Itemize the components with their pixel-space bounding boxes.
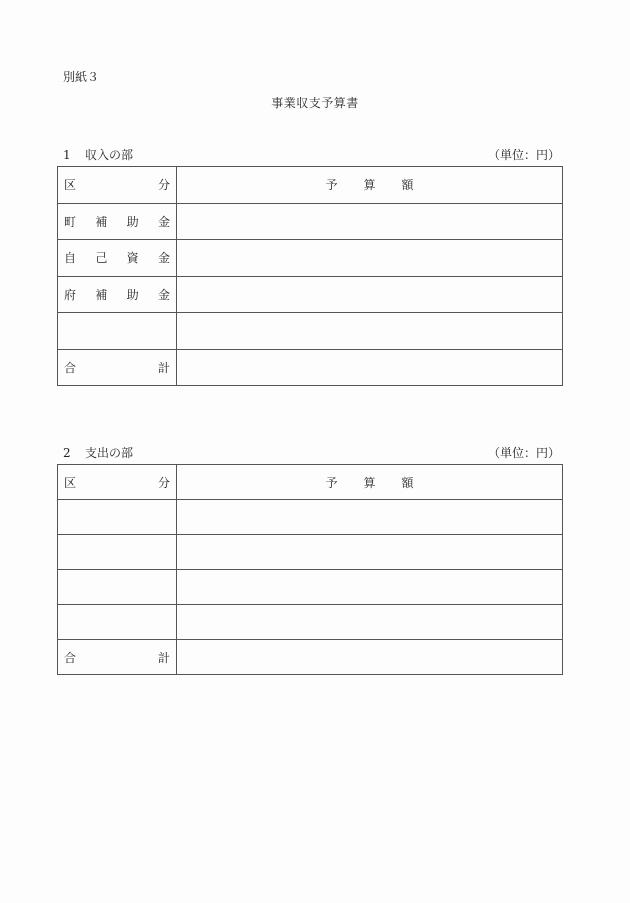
amount-cell[interactable]: [177, 535, 563, 570]
amount-cell[interactable]: [177, 570, 563, 605]
cell-char: 合: [64, 650, 77, 665]
category-cell: [58, 276, 177, 313]
cell-char: 区: [64, 178, 77, 193]
income-unit-label: （単位：円）: [487, 148, 560, 162]
cell-char: 額: [401, 178, 414, 193]
category-cell: [58, 240, 177, 277]
document-title: 事業収支予算書: [271, 96, 359, 110]
income-section-heading: [63, 146, 133, 163]
cell-char: 計: [157, 360, 170, 375]
income-total-row: [58, 349, 563, 386]
income-header-row: [58, 167, 563, 204]
amount-cell[interactable]: [177, 240, 563, 277]
cell-char: 補: [95, 214, 108, 229]
attachment-label: 別紙３: [63, 70, 100, 84]
cell-char: 府: [64, 287, 77, 302]
category-cell[interactable]: [58, 500, 177, 535]
income-section-number: 1: [63, 148, 71, 162]
cell-char: 金: [157, 214, 170, 229]
amount-cell[interactable]: [177, 276, 563, 313]
cell-char: 金: [157, 251, 170, 266]
cell-char: 己: [95, 251, 108, 266]
cell-char: 算: [363, 475, 376, 490]
table-row: [58, 570, 563, 605]
table-row: [58, 276, 563, 313]
cell-char: 自: [64, 251, 77, 266]
total-label-cell: [58, 640, 177, 675]
amount-cell[interactable]: [177, 203, 563, 240]
cell-char: 予: [325, 475, 338, 490]
cell-char: 区: [64, 475, 77, 490]
cell-char: 助: [126, 287, 139, 302]
expense-section-heading: [63, 444, 133, 461]
expense-table: [57, 464, 563, 675]
cell-char: 町: [64, 214, 77, 229]
expense-header-row: [58, 465, 563, 500]
expense-section-number: 2: [63, 446, 71, 460]
category-cell: [58, 203, 177, 240]
category-header-cell: [58, 465, 177, 500]
category-cell[interactable]: [58, 605, 177, 640]
amount-header-cell: [177, 465, 563, 500]
category-cell[interactable]: [58, 535, 177, 570]
cell-char: 分: [157, 178, 170, 193]
expense-section-title: 支出の部: [85, 446, 134, 460]
cell-char: 資: [126, 251, 139, 266]
table-row: [58, 535, 563, 570]
total-amount-cell[interactable]: [177, 640, 563, 675]
income-table: [57, 166, 563, 386]
income-section-title: 収入の部: [85, 148, 134, 162]
table-row: [58, 240, 563, 277]
cell-char: 金: [157, 287, 170, 302]
amount-cell[interactable]: [177, 313, 563, 350]
table-row: [58, 313, 563, 350]
category-cell[interactable]: [58, 570, 177, 605]
amount-header-cell: [177, 167, 563, 204]
expense-total-row: [58, 640, 563, 675]
cell-char: 分: [157, 475, 170, 490]
total-label-cell: [58, 349, 177, 386]
cell-char: 助: [126, 214, 139, 229]
cell-char: 補: [95, 287, 108, 302]
category-header-cell: [58, 167, 177, 204]
category-cell[interactable]: [58, 313, 177, 350]
expense-unit-label: （単位：円）: [487, 446, 560, 460]
amount-cell[interactable]: [177, 500, 563, 535]
amount-cell[interactable]: [177, 605, 563, 640]
cell-char: 計: [157, 650, 170, 665]
table-row: [58, 203, 563, 240]
cell-char: 合: [64, 360, 77, 375]
cell-char: 予: [325, 178, 338, 193]
cell-char: 額: [401, 475, 414, 490]
table-row: [58, 500, 563, 535]
table-row: [58, 605, 563, 640]
total-amount-cell[interactable]: [177, 349, 563, 386]
cell-char: 算: [363, 178, 376, 193]
